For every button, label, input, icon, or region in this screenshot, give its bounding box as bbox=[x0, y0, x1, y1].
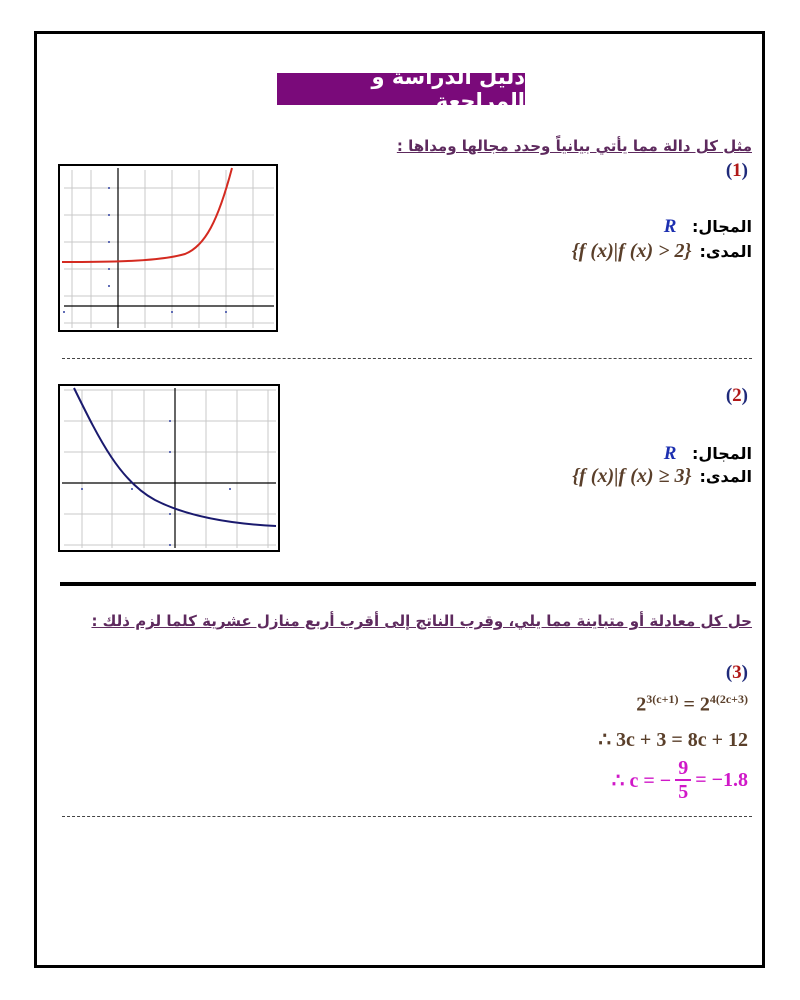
fraction: $\frac{9}{5}$ bbox=[675, 757, 691, 803]
problem1-number: (1) bbox=[725, 160, 748, 181]
problem1-range-value: {f (x)|f (x) > 2} bbox=[571, 240, 692, 262]
problem2-range-value: {f (x)|f (x) ≥ 3} bbox=[572, 465, 692, 487]
section2-instruction: حل كل معادلة أو متباينة مما يلي، وقرب الناتج إلى أقرب أربع منازل عشرية كلما لزم ذلك : bbox=[91, 612, 752, 630]
problem2-range-label: المدى: bbox=[699, 467, 752, 486]
problem3-number: (3) bbox=[725, 662, 748, 683]
problem3-equation-line3: ∴ c = − $\frac{9}{5}$ = −1.8 bbox=[611, 757, 748, 803]
graph-2-svg bbox=[60, 386, 278, 550]
problem2-number: (2) bbox=[725, 385, 748, 406]
problem3-equation-line1: $2^{3(c+1)} = 2^{4(2c+3)}$ bbox=[636, 692, 748, 716]
problem2-domain: المجال: R bbox=[663, 443, 752, 464]
problem3-equation-line2: ∴ 3c + 3 = 8c + 12 bbox=[598, 729, 748, 751]
separator-dashed-2 bbox=[62, 816, 752, 817]
problem1-range-label: المدى: bbox=[699, 242, 752, 261]
problem2-domain-value: R bbox=[663, 443, 677, 464]
separator-thick bbox=[60, 582, 756, 586]
graph-1-svg bbox=[60, 166, 276, 330]
page-title: دليل الدراسة و المراجعة bbox=[277, 73, 525, 105]
problem2-range bbox=[572, 465, 752, 488]
graph-1 bbox=[58, 164, 278, 332]
problem1-domain-value: R bbox=[663, 216, 677, 237]
problem1-domain: المجال: R bbox=[663, 216, 752, 237]
section1-instruction: مثل كل دالة مما يأتي بيانياً وحدد مجالها ومداها : bbox=[396, 137, 752, 155]
problem1-range bbox=[572, 240, 752, 263]
separator-dashed-1 bbox=[62, 358, 752, 359]
graph-2 bbox=[58, 384, 280, 552]
